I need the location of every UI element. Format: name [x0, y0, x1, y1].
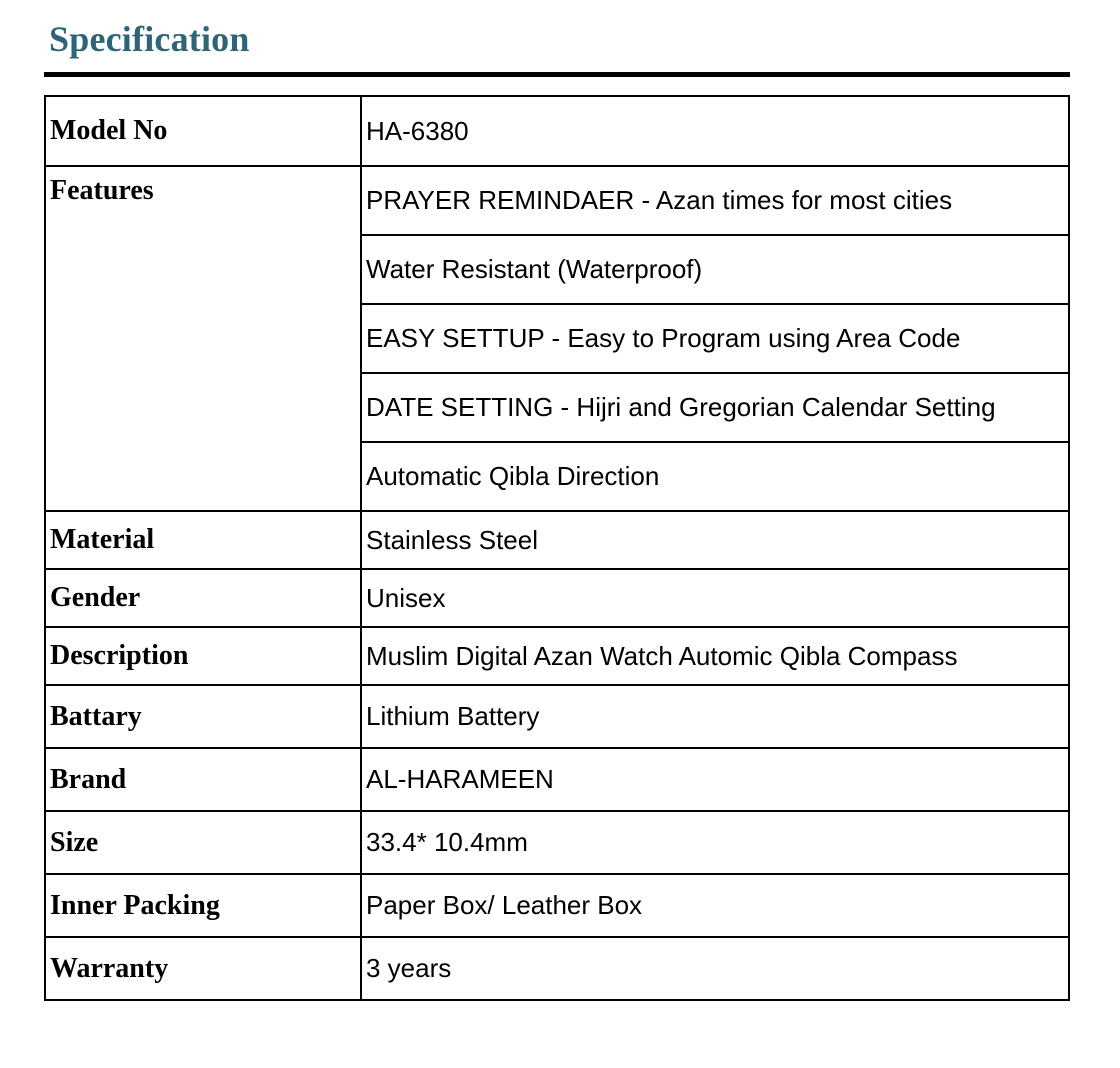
- row-label: Brand: [45, 748, 361, 811]
- table-row-inner-packing: [45, 874, 1069, 937]
- row-value: Stainless Steel: [361, 511, 1069, 569]
- row-value: Lithium Battery: [361, 685, 1069, 748]
- table-row-brand: [45, 748, 1069, 811]
- specification-table: [44, 95, 1070, 1001]
- row-value: HA-6380: [361, 96, 1069, 166]
- row-label: Size: [45, 811, 361, 874]
- row-label: Features: [45, 166, 361, 511]
- table-row-battery: [45, 685, 1069, 748]
- page-title: Specification: [49, 19, 250, 59]
- row-label: Warranty: [45, 937, 361, 1000]
- row-label: Inner Packing: [45, 874, 361, 937]
- feature-item: DATE SETTING - Hijri and Gregorian Calendar Setting: [361, 373, 1069, 442]
- feature-item: PRAYER REMINDAER - Azan times for most cities: [361, 166, 1069, 235]
- row-value: AL-HARAMEEN: [361, 748, 1069, 811]
- row-value: 33.4* 10.4mm: [361, 811, 1069, 874]
- row-label: Description: [45, 627, 361, 685]
- table-row-warranty: [45, 937, 1069, 1000]
- row-value: Unisex: [361, 569, 1069, 627]
- table-row-features: [45, 166, 1069, 235]
- row-label: Material: [45, 511, 361, 569]
- row-label: Model No: [45, 96, 361, 166]
- row-value: Paper Box/ Leather Box: [361, 874, 1069, 937]
- table-row-description: [45, 627, 1069, 685]
- feature-item: EASY SETTUP - Easy to Program using Area Code: [361, 304, 1069, 373]
- row-label: Battary: [45, 685, 361, 748]
- table-row-model-no: [45, 96, 1069, 166]
- table-row-material: [45, 511, 1069, 569]
- table-row-size: [45, 811, 1069, 874]
- feature-item: Water Resistant (Waterproof): [361, 235, 1069, 304]
- row-label: Gender: [45, 569, 361, 627]
- feature-item: Automatic Qibla Direction: [361, 442, 1069, 511]
- row-value: Muslim Digital Azan Watch Automic Qibla Compass: [361, 627, 1069, 685]
- title-divider: [44, 72, 1070, 77]
- row-value: 3 years: [361, 937, 1069, 1000]
- table-row-gender: [45, 569, 1069, 627]
